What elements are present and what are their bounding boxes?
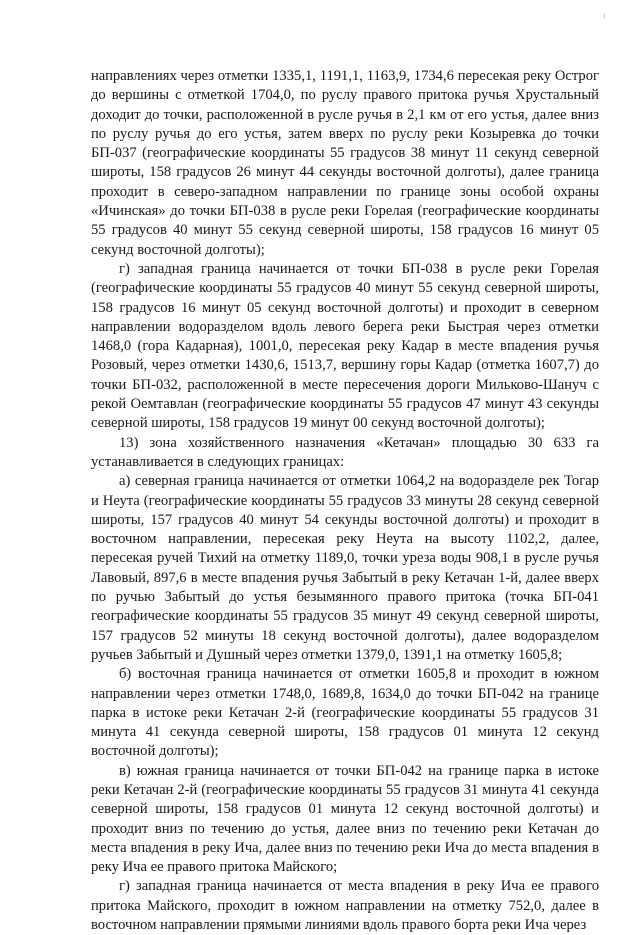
paragraph-eastern-border: б) восточная граница начинается от отметки 1605,8 и проходит в южном направлении через отметки 1748,0, 1689,8, 1634,0 до точки БП-042 на границе парка в истоке реки Кетачан 2-й (географические координаты 55 градусов 31 минута 41 секунда северной широты, 158 градусов 01 минута 12 секунд восточной долготы);: [91, 666, 599, 760]
paragraph-northern-border: а) северная граница начинается от отметки 1064,2 на водоразделе рек Тогар и Неута (географические координаты 55 градусов 33 минуты 28 секунд северной широты, 157 градусов 40 минут 54 секунды восточной долготы) и проходит в восточном направлении, пересекая реку Неута на высоту 1102,2, далее, пересекая ручей Тихий на отметку 1189,0, точки уреза воды 908,1 в русле ручья Лавовый, 897,6 в месте впадения ручья Забытый в реку Кетачан 1-й, далее вверх по ручью Забытый до устья безымянного правого притока (точка БП-041 географические координаты 55 градусов 35 минут 49 секунд северной широты, 157 градусов 52 минуты 18 секунд восточной долготы), далее водоразделом ручьев Забытый и Душный через отметки 1379,0, 1391,1 на отметку 1605,8;: [91, 473, 599, 663]
paragraph-continuation: направлениях через отметки 1335,1, 1191,1, 1163,9, 1734,6 пересекая реку Острог до вершины с отметкой 1704,0, по руслу правого притока ручья Хрустальный доходит до точки, расположенной в русле ручья в 2,1 км от его устья, далее вниз по руслу ручья до его устья, затем вверх по руслу реки Козыревка до точки БП-037 (географические координаты 55 градусов 38 минут 11 секунд северной широты, 158 градусов 26 минут 44 секунды восточной долготы), далее граница проходит в северо-западном направлении по границе зоны особой охраны «Ичинская» до точки БП-038 в русле реки Горелая (географические координаты 55 градусов 40 минут 55 секунд северной широты, 158 градусов 16 минут 05 секунд восточной долготы);: [91, 68, 599, 258]
document-body: [91, 67, 599, 935]
paragraph-western-border-zone-13: г) западная граница начинается от места впадения в реку Ича ее правого притока Майского, проходит в южном направлении на отметку 752,0, далее в восточном направлении прямыми линиями вдоль правого борта реки Ича через: [91, 878, 599, 934]
scan-mark: [604, 14, 605, 18]
paragraph-zone-ketachan-heading: 13) зона хозяйственного назначения «Кетачан» площадью 30 633 га устанавливается в следующих границах:: [91, 434, 599, 470]
paragraph-southern-border: в) южная граница начинается от точки БП-042 на границе парка в истоке реки Кетачан 2-й (географические координаты 55 градусов 31 минута 41 секунда северной широты, 158 градусов 01 минута 12 секунд восточной долготы) и проходит вниз по течению до устья, далее вниз по течению реки Кетачан до места впадения в реку Ича, далее вниз по течению реки Ича до места впадения в реку Ича ее правого притока Майского;: [91, 762, 599, 876]
paragraph-western-border-zone-12: г) западная граница начинается от точки БП-038 в русле реки Горелая (географические координаты 55 градусов 40 минут 55 секунд северной широты, 158 градусов 16 минут 05 секунд восточной долготы) и проходит в северном направлении водоразделом вдоль левого берега реки Быстрая через отметки 1468,0 (гора Кадарная), 1001,0, пересекая реку Кадар в месте впадения ручья Розовый, через отметки 1430,6, 1513,7, вершину горы Кадар (отметка 1607,7) до точки БП-032, расположенной в месте пересечения дороги Мильково-Шануч с рекой Оемтавлан (географические координаты 55 градусов 47 минут 43 секунды северной широты, 158 градусов 19 минут 00 секунд восточной долготы);: [91, 260, 599, 432]
